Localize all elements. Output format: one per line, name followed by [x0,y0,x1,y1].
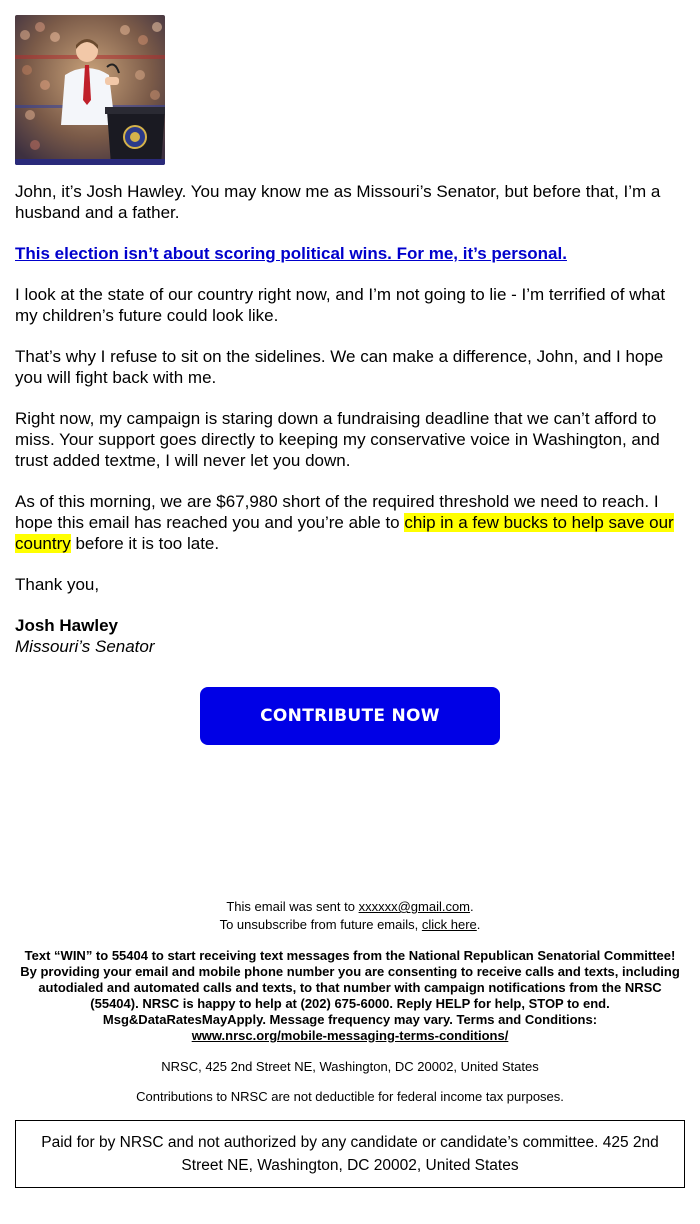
paragraph-5 [15,491,685,554]
paid-for-disclaimer: Paid for by NRSC and not authorized by any candidate or candidate’s committee. 425 2nd Street NE, Washington, DC 20002, United States [15,1120,685,1188]
signature-name: Josh Hawley [15,616,118,635]
unsubscribe-line [15,916,685,934]
sms-legal-text: Text “WIN” to 55404 to start receiving text messages from the National Republican Senatorial Committee! By providing your email and mobile phone number you are consenting to receive calls and texts, including autodialed and automated calls and texts, to that number with campaign notifications from the NRSC (55404). NRSC is happy to help at (202) 675-6000. Reply HELP for help, STOP to end. Msg&DataRatesMayApply. Message frequency may vary. Terms and Conditions: [20,948,680,1027]
sent-to-prefix: This email was sent to [226,899,359,914]
paragraph-5-tail: before it is too late. [70,534,220,553]
email-body [15,15,685,745]
unsubscribe-link[interactable]: click here [421,917,477,932]
sent-to-line [15,898,685,916]
candidate-photo [15,15,165,165]
nrsc-address: NRSC, 425 2nd Street NE, Washington, DC 20002, United States [161,1059,539,1074]
tax-deductibility-note: Contributions to NRSC are not deductible for federal income tax purposes. [136,1089,564,1104]
paragraph-4: Right now, my campaign is staring down a fundraising deadline that we can’t afford to miss. Your support goes directly to keeping my conservative voice in Washington, and trust added textme, I will never let you down. [15,409,660,470]
contribute-now-button[interactable]: CONTRIBUTE NOW [200,687,500,745]
paragraph-5-lead: As of this morning, we are $67,980 short of the required threshold we need to reach. I hope this email has reached you and you’re able to [15,492,659,532]
headline-link[interactable]: This election isn’t about scoring political wins. For me, it’s personal. [15,244,567,263]
sent-to-suffix: . [470,899,474,914]
donate-highlight-link[interactable]: chip in a few bucks to help save our country [15,513,674,553]
email-footer [15,898,685,1188]
signature-title: Missouri’s Senator [15,637,155,656]
intro-paragraph: John, it’s Josh Hawley. You may know me as Missouri’s Senator, but before that, I’m a husband and a father. [15,182,661,222]
paragraph-3: That’s why I refuse to sit on the sidelines. We can make a difference, John, and I hope you will fight back with me. [15,347,664,387]
cta-container [15,687,685,745]
recipient-email-link[interactable]: xxxxxx@gmail.com [358,899,471,914]
terms-conditions-link[interactable]: www.nrsc.org/mobile-messaging-terms-conditions/ [191,1028,509,1043]
closing-thanks: Thank you, [15,575,100,594]
paragraph-2: I look at the state of our country right now, and I’m not going to lie - I’m terrified of what my children’s future could look like. [15,285,666,325]
unsubscribe-prefix: To unsubscribe from future emails, [219,917,422,932]
unsubscribe-suffix: . [476,917,481,932]
sms-legal-notice [15,948,685,1044]
